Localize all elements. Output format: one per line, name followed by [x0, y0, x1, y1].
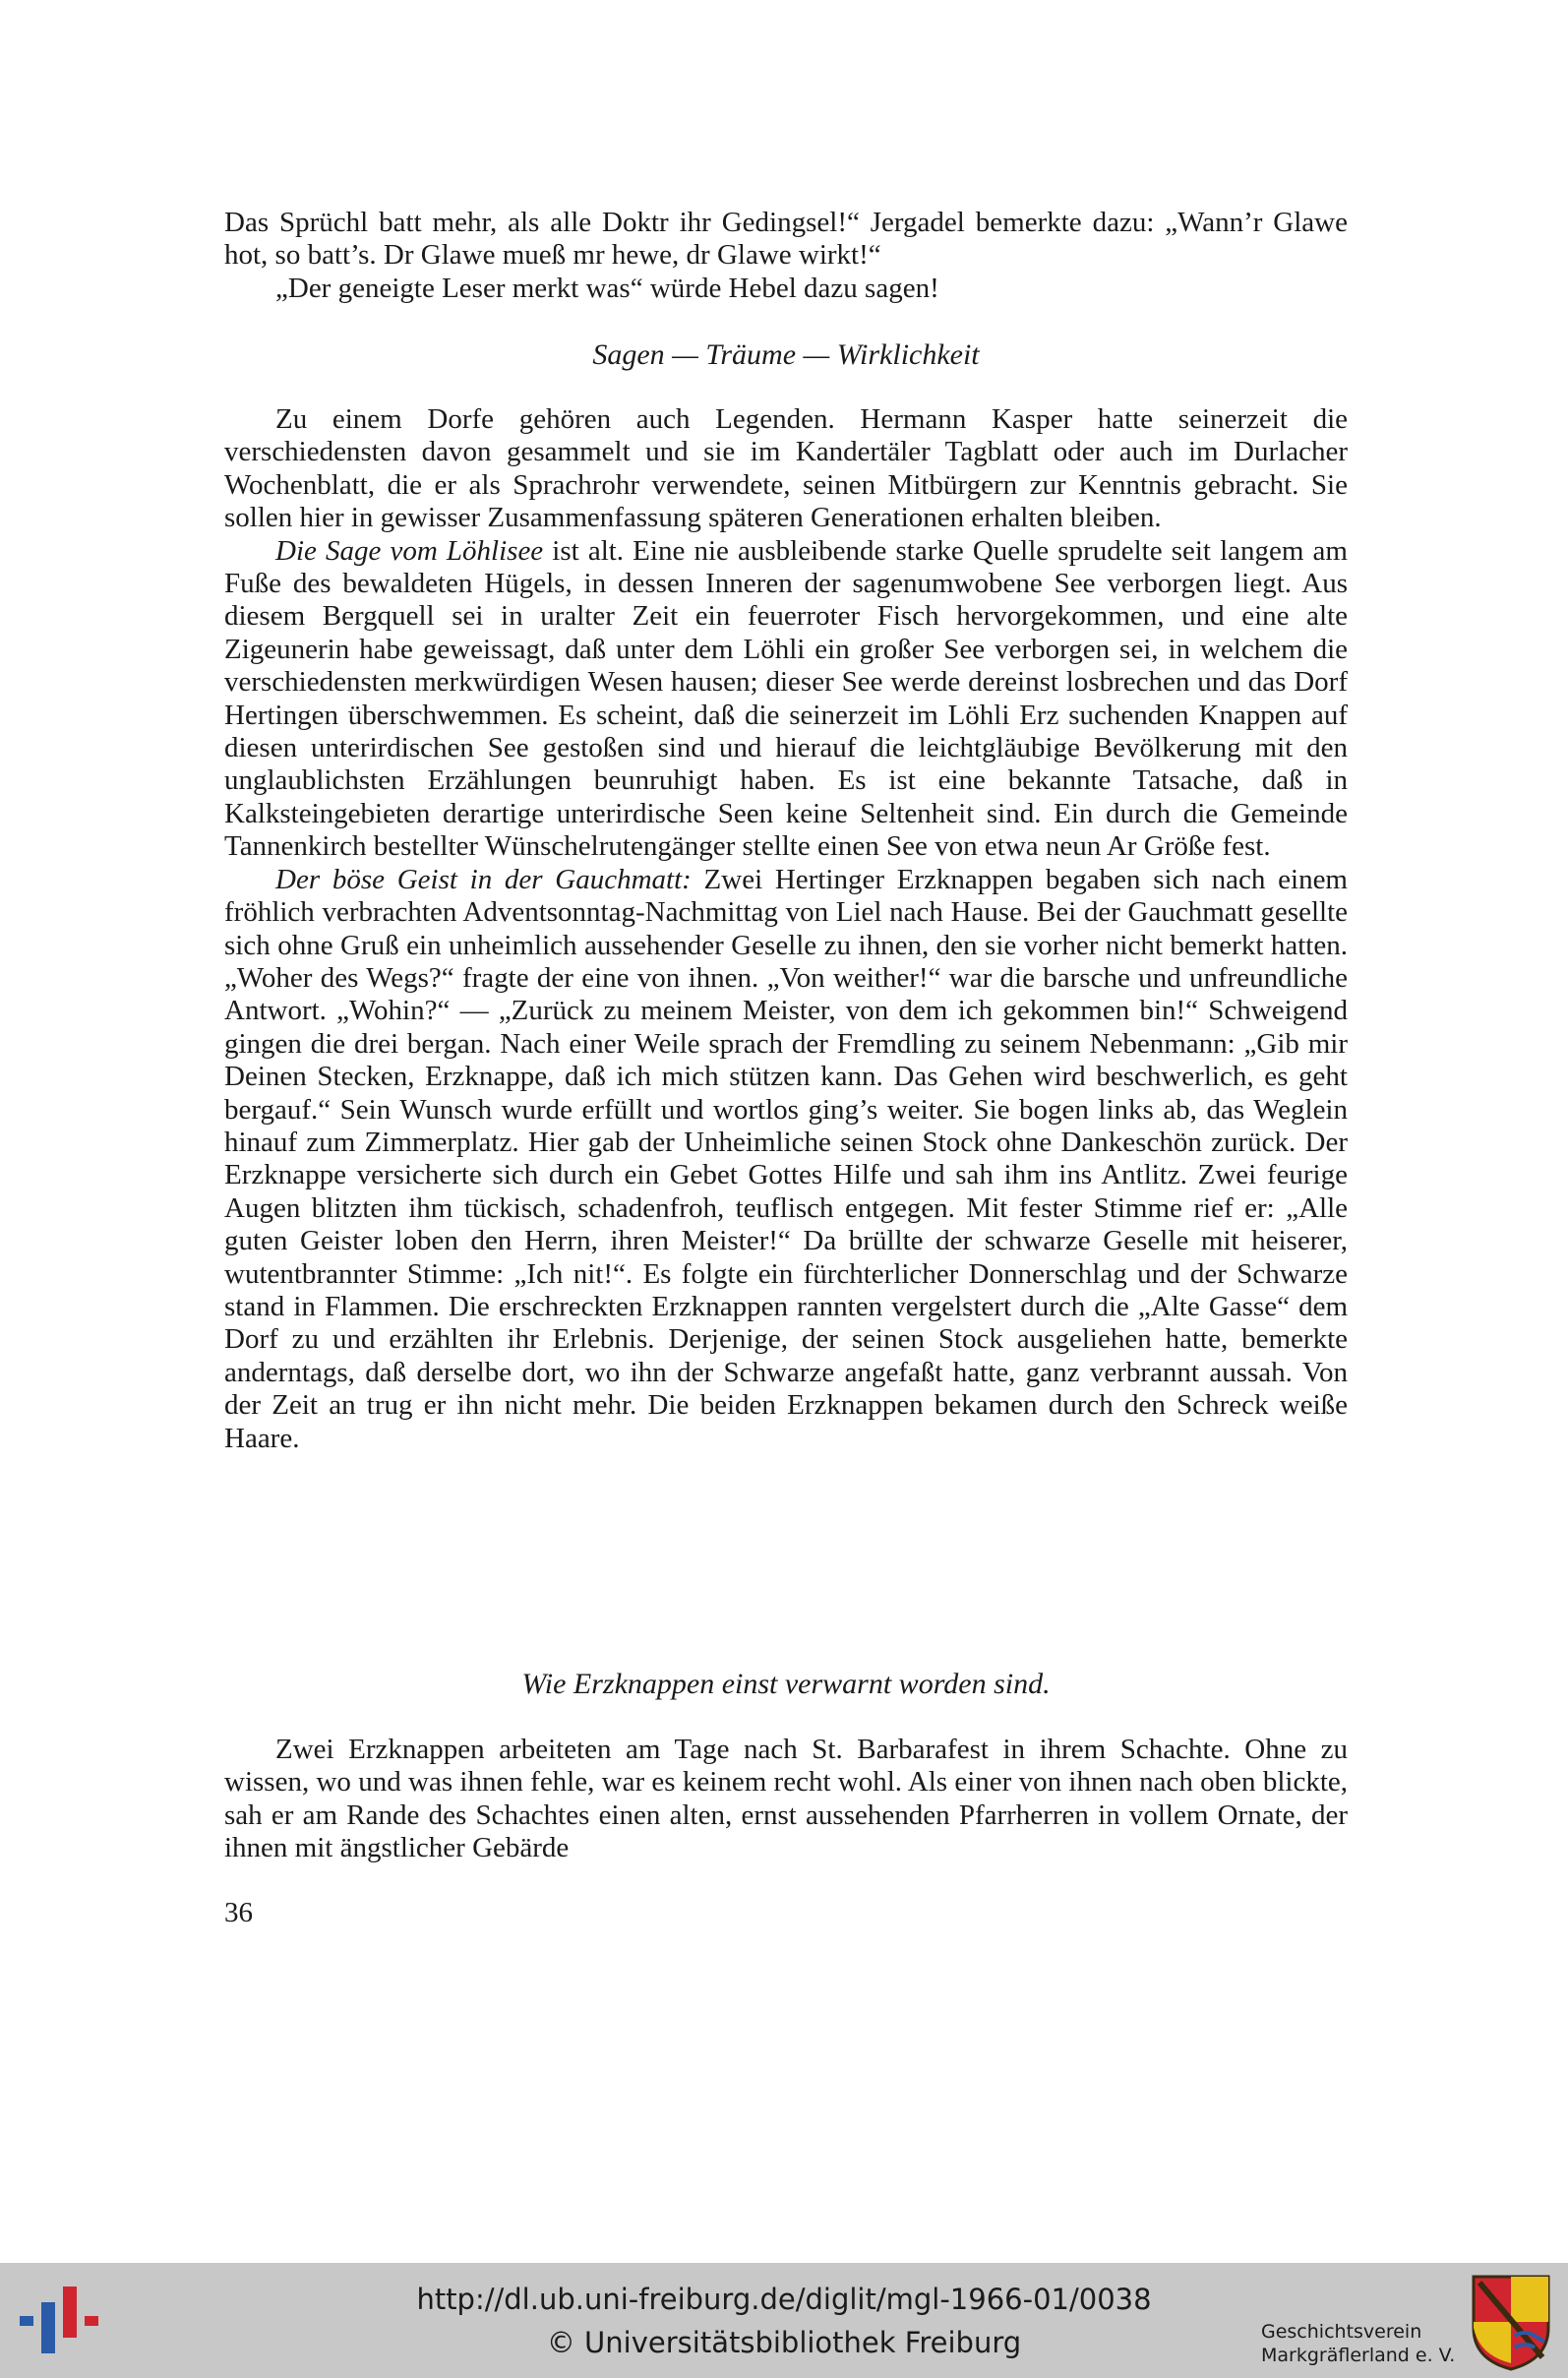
paragraph-title: Die Sage vom Löhlisee — [275, 534, 544, 567]
document-url-link[interactable]: http://dl.ub.uni-freiburg.de/diglit/mgl-1966-01/0038 — [416, 2283, 1152, 2316]
paragraph-text: ist alt. Eine nie ausbleibende starke Quelle sprudelte seit langem am Fuße des bewaldeten Hügels, in dessen Inneren der sagenumwobene See verborgen liegt. Aus diesem Bergquell sei in uralter Zeit ein feuerroter Fisch hervorgekommen, und eine alte Zigeunerin habe geweissagt, daß unter dem Löhli ein großer See verborgen sei, in welchem die verschiedensten merkwürdigen Wesen hausen; dieser See werde dereinst losbrechen und das Dorf Hertingen überschwemmen. Es scheint, daß die seinerzeit im Löhli Erz suchenden Knappen auf diesen unterirdischen See gestoßen sind und hierauf die leichtgläubige Bevölkerung mit den unglaublichsten Erzählungen beunruhigt haben. Es ist eine bekannte Tatsache, daß in Kalksteingebieten derartige unterirdische Seen keine Seltenheit sind. Ein durch die Gemeinde Tannenkirch bestellter Wünschelrutengänger stellte einen See von etwa neun Ar Größe fest. — [224, 534, 1348, 863]
section-body — [224, 1734, 1348, 1865]
paragraph-title: Der böse Geist in der Gauchmatt: — [275, 863, 692, 895]
paragraph — [224, 535, 1348, 864]
copyright-text: © Universitätsbibliothek Freiburg — [546, 2326, 1022, 2359]
viewer-footer — [0, 2263, 1568, 2378]
coat-of-arms-icon[interactable] — [1470, 2273, 1552, 2371]
paragraph — [224, 864, 1348, 1455]
section-heading: Wie Erzknappen einst verwarnt worden sind. — [521, 1668, 1051, 1700]
society-name — [1261, 2320, 1455, 2367]
paragraph: Zu einem Dorfe gehören auch Legenden. Hermann Kasper hatte seinerzeit die verschiedensten davon gesammelt und sie im Kandertäler Tagblatt oder auch im Durlacher Wochenblatt, die er als Sprachrohr verwendete, seinen Mitbürgern zur Kenntnis gebracht. Sie sollen hier in gewisser Zusammenfassung späteren Generationen erhalten bleiben. — [224, 403, 1348, 534]
paragraph: Das Sprüchl batt mehr, als alle Doktr ihr Gedingsel!“ Jergadel bemerkte dazu: „Wann’r Glawe hot, so batt’s. Dr Glawe mueß mr hewe, dr Glawe wirkt!“ — [224, 207, 1348, 272]
paragraph: „Der geneigte Leser merkt was“ würde Hebel dazu sagen! — [275, 272, 939, 304]
society-line: Markgräflerland e. V. — [1261, 2345, 1456, 2366]
paragraph: Zwei Erzknappen arbeiteten am Tage nach St. Barbarafest in ihrem Schachte. Ohne zu wissen, wo und was ihnen fehle, war es keinem recht wohl. Als einer von ihnen nach oben blickte, sah er am Rande des Schachtes einen alten, ernst aussehenden Pfarrherren in vollem Ornate, der ihnen mit ängstlicher Gebärde — [224, 1734, 1348, 1864]
page-number: 36 — [224, 1897, 253, 1928]
section-body — [224, 403, 1348, 1455]
section-heading: Sagen — Träume — Wirklichkeit — [592, 338, 980, 371]
paragraph-text: Zwei Hertinger Erzknappen begaben sich nach einem fröhlich verbrachten Adventsonntag-Nachmittag von Liel nach Hause. Bei der Gauchmatt gesellte sich ohne Gruß ein unheimlich aussehender Geselle zu ihnen, den sie vorher nicht bemerkt hatten. „Woher des Wegs?“ fragte der eine von ihnen. „Von weither!“ war die barsche und unfreundliche Antwort. „Wohin?“ — „Zurück zu meinem Meister, von dem ich gekommen bin!“ Schweigend gingen die drei bergan. Nach einer Weile sprach der Fremdling zu seinem Nebenmann: „Gib mir Deinen Stecken, Erzknappe, daß ich mich stützen kann. Das Gehen wird beschwerlich, es geht bergauf.“ Sein Wunsch wurde erfüllt und wortlos ging’s weiter. Sie bogen links ab, das Weglein hinauf zum Zimmerplatz. Hier gab der Unheimliche seinen Stock ohne Dankeschön zurück. Der Erzknappe versicherte sich durch ein Gebet Gottes Hilfe und sah ihm ins Antlitz. Zwei feurige Augen blitzten ihm tückisch, schadenfroh, teuflisch entgegen. Mit fester Stimme rief er: „Alle guten Geister loben den Herrn, ihren Meister!“ Da brüllte der schwarze Geselle mit heiserer, wutentbrannter Stimme: „Ich nit!“. Es folgte ein fürchterlicher Donnerschlag und der Schwarze stand in Flammen. Die erschreckten Erzknappen rannten vergelstert durch die „Alte Gasse“ dem Dorf zu und erzählten ihr Erlebnis. Derjenige, der seinen Stock ausgeliehen hatte, bemerkte anderntags, daß derselbe dort, wo ihn der Schwarze angefaßt hatte, ganz verbrannt aussah. Von der Zeit an trug er ihn nicht mehr. Die beiden Erzknappen bekamen durch den Schreck weiße Haare. — [224, 863, 1348, 1454]
society-line: Geschichtsverein — [1261, 2321, 1422, 2343]
intro-text — [224, 207, 1348, 305]
